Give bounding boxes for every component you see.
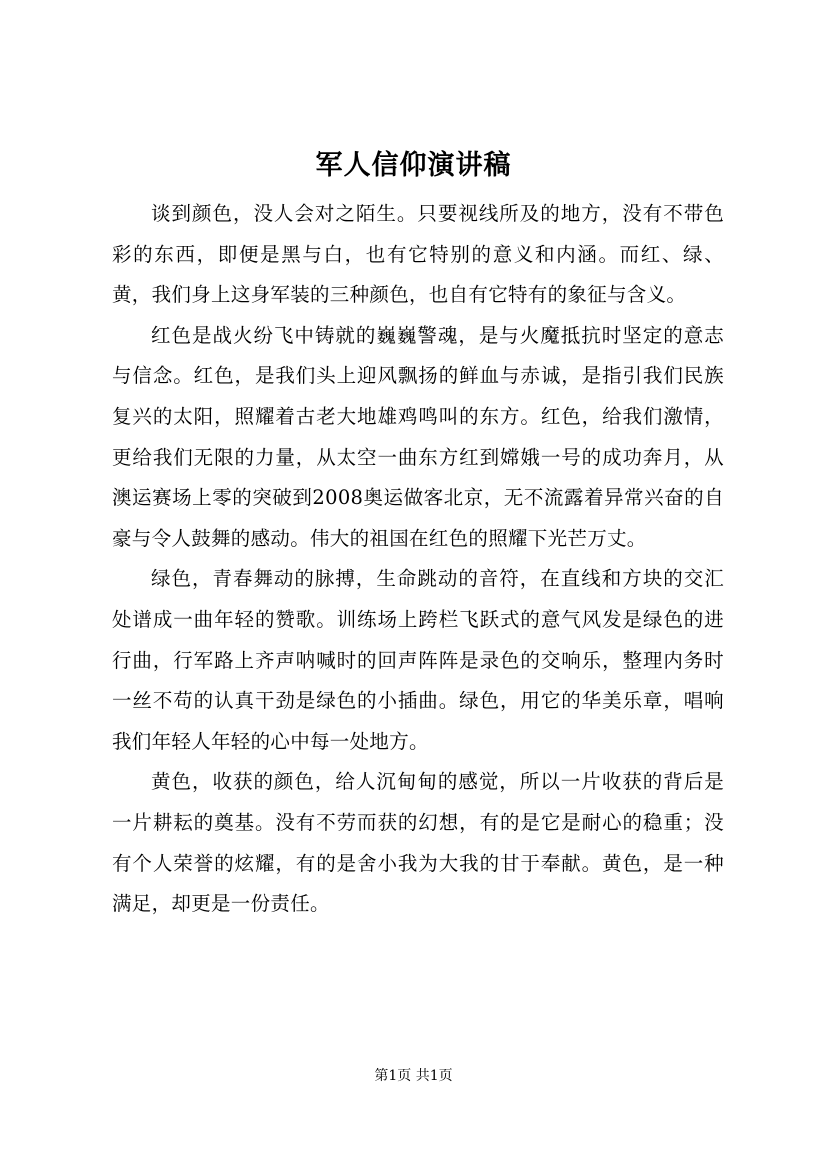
page-title: 军人信仰演讲稿	[315, 150, 512, 181]
paragraph-3: 绿色，青春舞动的脉搏，生命跳动的音符，在直线和方块的交汇处谱成一曲年轻的赞歌。训练场上跨栏飞跃式的意气风发是绿色的进行曲，行军路上齐声呐喊时的回声阵阵是录色的交响乐，整理内务时一丝不苟的认真干劲是绿色的小插曲。绿色，用它的华美乐章，唱响我们年轻人年轻的心中每一处地方。	[112, 567, 724, 753]
document-body	[112, 194, 724, 925]
page-number-footer: 第1页 共1页	[374, 1068, 453, 1084]
paragraph-2: 红色是战火纷飞中铸就的巍巍警魂，是与火魔抵抗时坚定的意志与信念。红色，是我们头上迎风飘扬的鲜血与赤诚，是指引我们民族复兴的太阳，照耀着古老大地雄鸡鸣叫的东方。红色，给我们激情，更给我们无限的力量，从太空一曲东方红到嫦娥一号的成功奔月，从澳运赛场上零的突破到2008奥运做客北京，无不流露着异常兴奋的自豪与令人鼓舞的感动。伟大的祖国在红色的照耀下光芒万丈。	[112, 323, 724, 550]
paragraph-4: 黄色，收获的颜色，给人沉甸甸的感觉，所以一片收获的背后是一片耕耘的奠基。没有不劳而获的幻想，有的是它是耐心的稳重；没有个人荣誉的炫耀，有的是舍小我为大我的甘于奉献。黄色，是一种满足，却更是一份责任。	[112, 770, 724, 916]
paragraph-1: 谈到颜色，没人会对之陌生。只要视线所及的地方，没有不带色彩的东西，即便是黑与白，也有它特别的意义和内涵。而红、绿、黄，我们身上这身军装的三种颜色，也自有它特有的象征与含义。	[112, 202, 724, 307]
